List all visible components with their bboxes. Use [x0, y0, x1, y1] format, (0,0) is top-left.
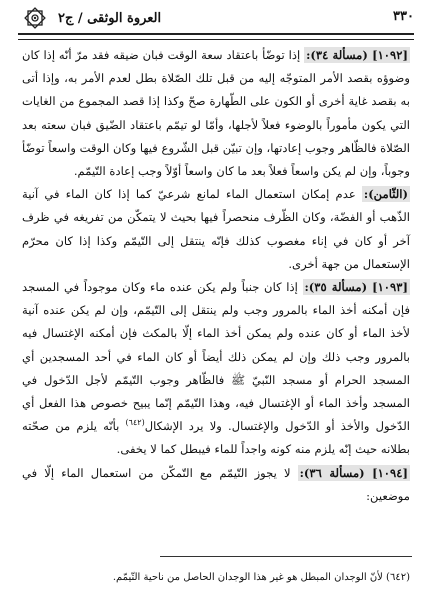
rosette-ornament-icon: [18, 5, 52, 31]
issue-label: (الثّامن):: [363, 187, 408, 202]
paragraph-text: لا يجوز التّيمّم مع التّمكّن من استعمال الماء إلّا في موضعين:: [22, 465, 410, 503]
paragraph-text-continued: بأنّه يلزم من صحّته بطلانه حيث إنّه يلزم منه كونه واجداً للماء فيبطل كما لا يخفى.: [22, 419, 410, 457]
paragraph-eighth: [22, 183, 410, 276]
issue-label: [١٠٩٢] (مسألة ٣٤):: [306, 48, 408, 62]
paragraph-text: إذا كان جنباً ولم يكن عنده ماء وكان موجوداً في المسجد فإن أمكنه أخذ الماء بالمرور وجب ولم ينتقل إلى التّيمّم، وإن لم يكن عنده آنية لأخذ الماء أو كان عنده ولم يمكن أخذ الماء إلّا بالمكث فإن أمكنه الإغتسال فيه بالمرور وجب ذلك وإن لم يمكن ذلك أيضاً أو كان الماء في أحد المسجدين أي المسجد الحرام أو مسجد النّبيّ ﷺ فالظّاهر وجوب التّيمّم لأجل الدّخول في المسجد وأخذ الماء أو الإغتسال فيه، وهذا التّيمّم إنّما يبيح خصوص هذا الفعل أي الدّخول والأخذ أو الدّخول والإغتسال. ولا يرد الإشكال: [22, 280, 410, 434]
paragraph-masala-35: [22, 276, 410, 462]
paragraph-text: إذا توضّأ باعتقاد سعة الوقت فبان ضيقه فقد مرّ أنّه إذا كان وضوؤه بقصد الأمر المتوجّه إليه من قبل تلك الصّلاة بطل لعدم الأمر به، وإذا أتى به بقصد غاية أخرى أو الكون على الطّهارة صحّ وكذا إذا قصد المجموع من الغايات التي يكون مأموراً بالوضوء فعلاً لأجلها، وأمّا لو تيمّم باعتقاد الضّيق فبان سعته بعد الصّلاة فالظّاهر وجوب إعادتها، وإن تبيّن قبل الشّروع فيها وكان الوقت واسعاً توضّأ وجوباً، وإن لم يكن واسعاً فعلاً بعد ما كان واسعاً أوّلاً وجب إعادة التّيمّم.: [22, 48, 410, 179]
book-title: العروة الوثقى / ج٢: [58, 10, 162, 26]
footnote: (٦٤٢) لأنّ الوجدان المبطل هو غير هذا الوجدان الحاصل من ناحية التّيمّم.: [112, 572, 410, 583]
paragraph-masala-34: [22, 44, 410, 183]
footnote-divider: [160, 556, 412, 557]
issue-label: [١٠٩٤] (مسألة ٣٦):: [299, 465, 408, 480]
paragraph-masala-36: [22, 462, 410, 508]
footnote-reference[interactable]: (٦٤٢): [125, 418, 145, 428]
header-rule: [18, 33, 414, 40]
running-header: [18, 4, 414, 32]
page-number: ٣٣٠: [393, 9, 414, 24]
main-text: [22, 44, 410, 508]
issue-label: [١٠٩٣] (مسألة ٣٥):: [304, 280, 408, 295]
paragraph-text: عدم إمكان استعمال الماء لمانع شرعيّ كما إذا كان الماء في آنية الذّهب أو الفضّة، وكان الظّرف منحصراً فيها بحيث لا يتمكّن من تفريغه في ظرف آخر أو كان في إناء مغصوب كذلك فإنّه ينتقل إلى التّيمّم وكذا إذا كان محرّم الإستعمال من جهة أخرى.: [22, 187, 410, 271]
